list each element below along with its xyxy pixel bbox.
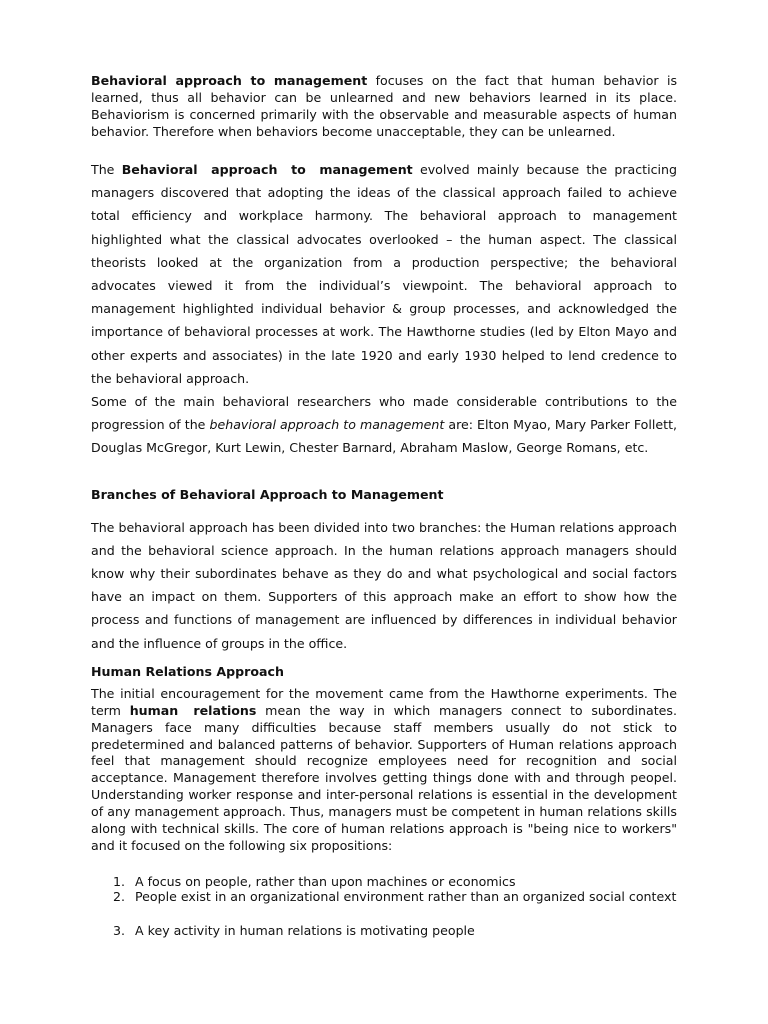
intro-text: focuses on the fact that human behavior is learned, thus all behavior can be unlearned and new behaviors learned in its place. Behaviorism is concerned primarily with the observable and measurable aspects of human behavior. Therefore when behaviors become unacceptable, they can be unlearned.: [91, 73, 678, 139]
list-item-number: 1.: [113, 873, 126, 889]
list-item: [91, 923, 677, 939]
human-relations-heading: Human Relations Approach: [91, 663, 284, 679]
human-relations-bold-term: human relations: [129, 702, 257, 718]
evolution-text: evolved mainly because the practicing managers discovered that adopting the ideas of the classical approach failed to achieve total efficiency and workplace harmony. The behavioral approach to management highlighted what the classical advocates overlooked – the human aspect. The classical theorists looked at the organization from a production perspective; the behavioral advocates viewed it from the individual’s viewpoint. The behavioral approach to management highlighted individual behavior & group processes, and acknowledged the importance of behavioral processes at work. The Hawthorne studies (led by Elton Mayo and other experts and associates) in the late 1920 and early 1930 helped to lend credence to the behavioral approach.: [91, 162, 677, 386]
researchers-suffix: are: Elton Myao, Mary Parker Follett, Douglas McGregor, Kurt Lewin, Chester Barnard, Abraham Maslow, George Romans, etc.: [91, 417, 678, 456]
propositions-list: [91, 874, 677, 939]
list-item: [91, 889, 677, 905]
list-item-number: 3.: [113, 922, 126, 938]
human-relations-paragraph: [91, 686, 677, 855]
document-page: [91, 72, 677, 938]
branches-heading: Branches of Behavioral Approach to Management: [91, 486, 444, 502]
list-item-text: A focus on people, rather than upon machines or economics: [135, 873, 516, 889]
list-item-number: 2.: [113, 889, 126, 905]
list-item: [91, 874, 677, 890]
human-relations-text-start: The initial encouragement for the movement came from the Hawthorne experiments. The term: [91, 685, 677, 718]
list-item-text: A key activity in human relations is motivating people: [135, 922, 475, 938]
evolution-prefix: The: [91, 162, 115, 177]
researchers-italic-term: behavioral approach to management: [209, 417, 445, 433]
intro-bold-term: Behavioral approach to management: [91, 73, 368, 88]
branches-paragraph: The behavioral approach has been divided into two branches: the Human relations approach and the behavioral science approach. In the human relations approach managers should know why their subordinates behave as they do and what psychological and social factors have an impact on them. Supporters of this approach make an effort to show how the process and functions of management are influenced by differences in individual behavior and the influence of groups in the office.: [91, 519, 677, 651]
human-relations-text-end: mean the way in which managers connect to subordinates. Managers face many difficulties because staff members usually do not stick to predetermined and balanced patterns of behavior. Supporters of Human relations approach feel that management should recognize employees need for recognition and social acceptance. Management therefore involves getting things done with and through peopel. Understanding worker response and inter-personal relations is essential in the development of any management approach. Thus, managers must be competent in human relations skills along with technical skills. The core of human relations approach is "being nice to workers" and it focused on the following six propositions:: [91, 702, 677, 854]
list-item-text: People exist in an organizational environment rather than an organized social context: [135, 889, 677, 905]
evolution-bold-term: Behavioral approach to management: [121, 162, 413, 177]
researchers-paragraph: [91, 390, 677, 460]
evolution-paragraph: [91, 158, 677, 390]
researchers-prefix: Some of the main behavioral researchers who made considerable contributions to the progression of the: [91, 394, 677, 433]
intro-paragraph: [91, 72, 677, 140]
